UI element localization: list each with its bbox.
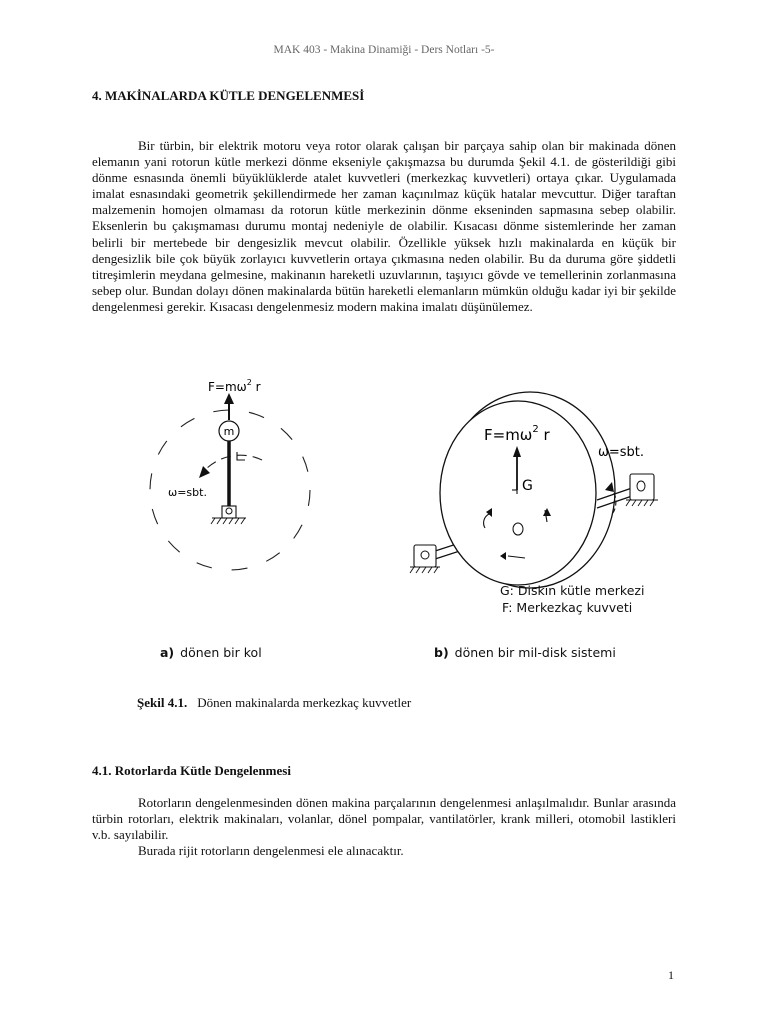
- omega-label-a: ω=sbt.: [168, 486, 207, 499]
- caption-b-text: dönen bir mil-disk sistemi: [454, 645, 616, 660]
- right-bearing: [626, 474, 658, 506]
- caption-b: [434, 645, 616, 660]
- force-exp-b: 2: [532, 424, 539, 435]
- left-bearing: [410, 545, 440, 573]
- figure-4-1: [0, 360, 768, 640]
- g-label: G: [522, 478, 533, 494]
- force-r-a: r: [251, 380, 261, 394]
- figure-caption: [137, 695, 411, 711]
- intro-paragraph-text: Bir türbin, bir elektrik motoru veya rotor olarak çalışan bir parçaya sahip olan bir makinada dönen elemanın yani rotorun kütle merkezi dönme ekseniyle çakışmazsa bu durumda Şekil 4.1. de gösterildiği gibi dönme esnasında önemli büyüklüklerde atalet kuvvetleri (merkezkaç kuvvetleri) ortaya çıkar. Uygulamada imalat esnasındaki geometrik şekillendirmede her zaman kaçınılmaz küçük hatalar mevcuttur. Diğer taraftan malzemenin homojen olmaması da rotorun kütle merkezinin dönme ekseninden sapmasına sebep olabilir. Eksenlerin bu çakışmaması durumu montaj nedeniyle de olabilir. Kısacası dönme sistemlerinde her zaman belirli bir mertebede bir dengesizlik mevcut olabilir. Özellikle yüksek hızlı makinalarda en küçük bir dengesizlik bile çok büyük zorlayıcı kuvvetlerin ortaya çıkmasına neden olabilir. Bu da duruma göre şiddetli titreşimlerin meydana gelmesine, makinanın hareketli uzuvlarının, taşıyıcı gövde ve temellerinin zorlanmasına sebep olur. Bundan dolayı dönen makinalarda bütün hareketli elemanların mümkün olduğu kadar iyi bir şekilde dengelenmesi gerekir. Kısacası dengelenmesiz modern makina imalatı düşünülemez.: [92, 138, 676, 314]
- caption-a-text: dönen bir kol: [180, 645, 262, 660]
- force-label-b: F=mω: [484, 426, 533, 444]
- force-r-b: r: [538, 426, 550, 444]
- svg-text:F=mω2 r: [208, 378, 261, 394]
- intro-paragraph: [92, 138, 676, 315]
- caption-a-letter: a): [160, 645, 175, 660]
- section-title: 4. MAKİNALARDA KÜTLE DENGELENMESİ: [92, 88, 365, 103]
- omega-label-b: ω=sbt.: [598, 445, 645, 460]
- figure-caption-label: Şekil 4.1.: [137, 695, 188, 710]
- subsection-body: [92, 795, 676, 859]
- legend-g: G: Diskin kütle merkezi: [500, 583, 645, 598]
- page-header: MAK 403 - Makina Dinamiği - Ders Notları -5-: [273, 44, 495, 56]
- force-exp-a: 2: [246, 378, 252, 387]
- figure-a-rotating-arm: [150, 378, 310, 570]
- subsection-paragraph-1: Rotorların dengelenmesinden dönen makina parçalarının dengelenmesi anlaşılmalıdır. Bunlar arasında türbin rotorları, elektrik makinaları, volanlar, dönel pompalar, vantilatörler, krank milleri, otomobil lastikleri v.b. sayılabilir.: [92, 795, 676, 843]
- figure-b-shaft-disk: [410, 392, 658, 588]
- page-number: 1: [668, 968, 674, 982]
- figure-caption-text: Dönen makinalarda merkezkaç kuvvetler: [197, 695, 412, 710]
- caption-a: [160, 645, 262, 660]
- caption-b-letter: b): [434, 645, 449, 660]
- legend-f: F: Merkezkaç kuvveti: [502, 600, 633, 615]
- subsection-title: 4.1. Rotorlarda Kütle Dengelenmesi: [92, 763, 291, 778]
- force-label-a: F=mω: [208, 380, 247, 394]
- mass-label: m: [223, 425, 235, 438]
- subsection-paragraph-2: Burada rijit rotorların dengelenmesi ele alınacaktır.: [138, 843, 404, 859]
- rotation-arrow: [205, 455, 262, 470]
- svg-text:F=mω2 r: [484, 424, 551, 444]
